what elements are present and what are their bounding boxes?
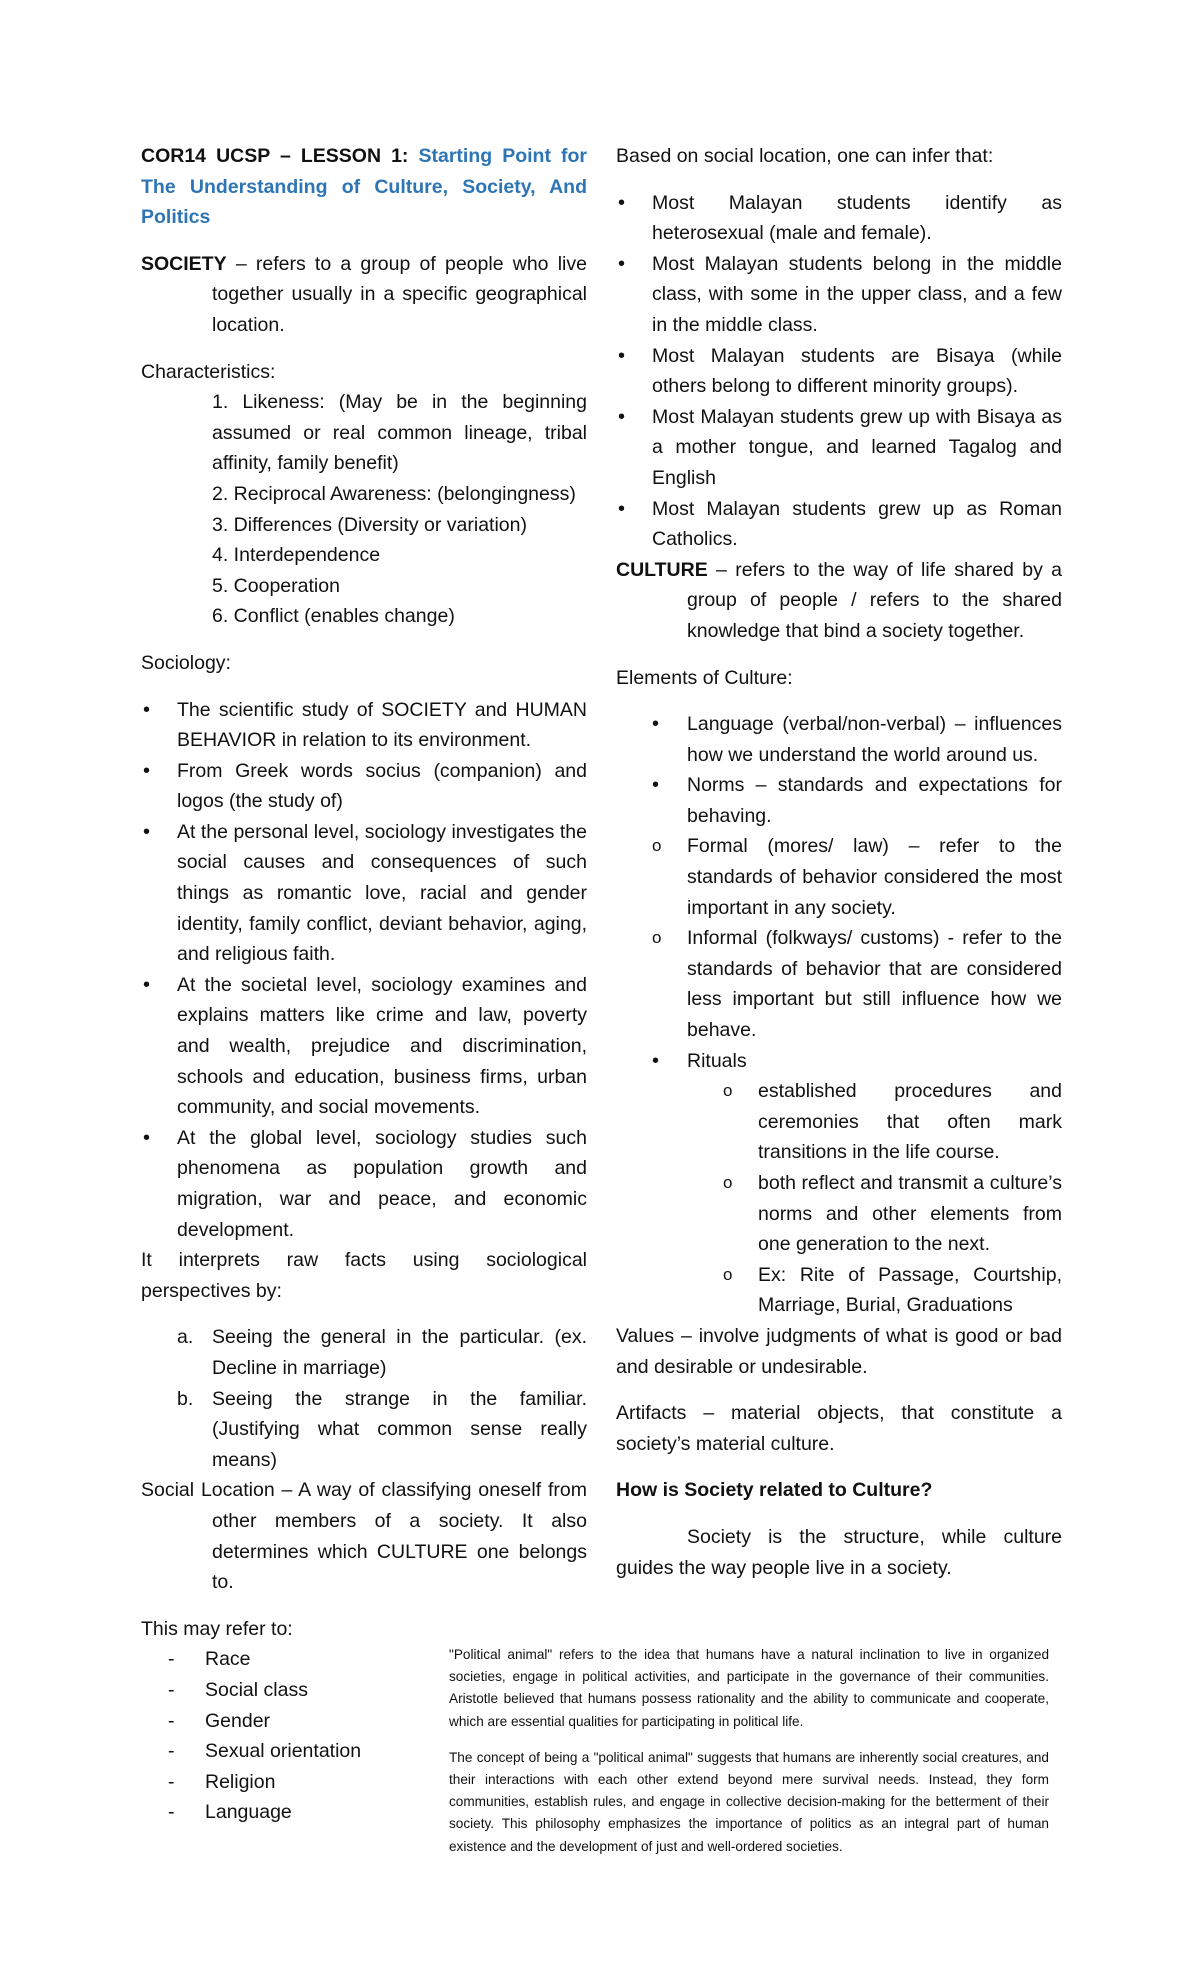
social-location-item: - Race (141, 1644, 587, 1675)
characteristics-heading: Characteristics: (141, 360, 276, 383)
rituals-sub-item: o both reflect and transmit a culture’s norms and other elements from one generation to the next. (616, 1168, 1062, 1260)
inference-list (616, 188, 1062, 555)
rituals-sub-wrapper (616, 1076, 1062, 1321)
artifacts-text: Artifacts – material objects, that constitute a society’s material culture. (616, 1402, 1062, 1455)
inference-item: • Most Malayan students grew up as Roman Catholics. (616, 494, 1062, 555)
relation-question: How is Society related to Culture? (616, 1479, 933, 1502)
characteristics-list (141, 387, 587, 632)
element-rituals: • Rituals (616, 1046, 1062, 1077)
characteristic-item: 6. Conflict (enables change) (212, 605, 455, 628)
relation-answer: Society is the structure, while culture guides the way people live in a society. (616, 1525, 1062, 1579)
note-paragraph: "Political animal" refers to the idea that humans have a natural inclination to live in organized societies, engage in political activities, and participate in the governance of their communities. Aristotle believed that humans possess rationality and the ability to communicate and cooperate, which are essential qualities for participating in political life. (449, 1647, 1049, 1729)
social-location-item: - Language (141, 1797, 587, 1828)
inference-item: • Most Malayan students are Bisaya (while others belong to different minority groups). (616, 341, 1062, 402)
characteristic-item: 2. Reciprocal Awareness: (belongingness) (212, 482, 576, 505)
perspective-text: Seeing the general in the particular. (ex. Decline in marriage) (212, 1326, 587, 1379)
society-definition (141, 249, 587, 341)
norms-sub-wrapper (616, 831, 1062, 1045)
lesson-title (141, 141, 587, 233)
characteristic-item: 5. Cooperation (212, 574, 340, 597)
culture-term: CULTURE (616, 558, 708, 581)
perspective-item (141, 1322, 587, 1383)
social-location-item: - Social class (141, 1675, 587, 1706)
inference-item: • Most Malayan students grew up with Bisaya as a mother tongue, and learned Tagalog and English (616, 402, 1062, 494)
characteristic-item: 4. Interdependence (212, 544, 381, 567)
social-location-item: - Religion (141, 1767, 587, 1798)
political-animal-note (449, 1644, 1049, 1872)
characteristic-item: 1. Likeness: (May be in the beginning assumed or real common lineage, tribal affinity, family benefit) (212, 391, 587, 475)
inference-item: • Most Malayan students identify as heterosexual (male and female). (616, 188, 1062, 249)
inference-item: • Most Malayan students belong in the middle class, with some in the upper class, and a few in the middle class. (616, 249, 1062, 341)
refer-heading: This may refer to: (141, 1617, 293, 1640)
elements-list (616, 709, 1062, 1321)
rituals-sub-item: o established procedures and ceremonies that often mark transitions in the life course. (616, 1076, 1062, 1168)
norms-text: Norms – standards and expectations for behaving. (687, 774, 1062, 827)
norms-sub-item: o Informal (folkways/ customs) - refer to the standards of behavior that are considered less important but still influence how we behave. (616, 923, 1062, 1045)
sociology-item: • The scientific study of SOCIETY and HUMAN BEHAVIOR in relation to its environment. (141, 695, 587, 756)
interprets-text: It interprets raw facts using sociological perspectives by: (141, 1249, 587, 1302)
characteristic-item: 3. Differences (Diversity or variation) (212, 513, 527, 536)
norms-sub-list (616, 831, 1062, 1045)
lesson-code: COR14 UCSP – LESSON 1: (141, 145, 419, 167)
perspective-label: b. (177, 1387, 194, 1410)
social-location-definition: Social Location – A way of classifying oneself from other members of a society. It also determines which CULTURE one belongs to. (141, 1479, 587, 1594)
left-column (141, 141, 587, 1828)
social-location-item: - Sexual orientation (141, 1736, 587, 1767)
culture-definition-text: – refers to the way of life shared by a group of people / refers to the shared knowledge that bind a society together. (687, 558, 1062, 642)
society-definition-text: – refers to a group of people who live together usually in a specific geographical location. (212, 252, 587, 336)
sociology-item: • At the societal level, sociology examines and explains matters like crime and law, poverty and wealth, prejudice and discrimination, schools and education, business firms, urban community, and social movements. (141, 970, 587, 1123)
sociology-heading: Sociology: (141, 651, 231, 674)
right-column (616, 141, 1062, 1583)
perspective-label: a. (177, 1326, 194, 1349)
sociology-item: • At the global level, sociology studies such phenomena as population growth and migration, war and peace, and economic development. (141, 1123, 587, 1245)
sociology-list (141, 695, 587, 1246)
sociology-item: • From Greek words socius (companion) and logos (the study of) (141, 756, 587, 817)
lesson-topic: Starting Point for The Understanding of Culture, Society, And Politics (141, 145, 587, 229)
inference-heading: Based on social location, one can infer that: (616, 145, 994, 167)
rituals-sub-item: o Ex: Rite of Passage, Courtship, Marriage, Burial, Graduations (616, 1260, 1062, 1321)
elements-heading: Elements of Culture: (616, 666, 793, 689)
social-location-item: - Gender (141, 1706, 587, 1737)
values-text: Values – involve judgments of what is good or bad and desirable or undesirable. (616, 1324, 1062, 1378)
element-norms (616, 770, 1062, 831)
perspective-text: Seeing the strange in the familiar. (Justifying what common sense really means) (212, 1387, 587, 1471)
element-language: • Language (verbal/non-verbal) – influences how we understand the world around us. (616, 709, 1062, 770)
perspectives-list (141, 1322, 587, 1475)
sociology-item: • At the personal level, sociology investigates the social causes and consequences of such things as romantic love, racial and gender identity, family conflict, deviant behavior, aging, and religious faith. (141, 817, 587, 970)
culture-definition (616, 555, 1062, 647)
note-paragraph: The concept of being a "political animal" suggests that humans are inherently social creatures, and their interactions with each other extend beyond mere survival needs. Instead, they form communities, establish rules, and engage in collective decision-making for the betterment of their society. This philosophy emphasizes the importance of politics as an integral part of human existence and the development of just and well-ordered societies. (449, 1749, 1049, 1854)
rituals-sub-list (616, 1076, 1062, 1321)
perspective-item (141, 1384, 587, 1476)
society-term: SOCIETY (141, 252, 227, 275)
norms-sub-item: o Formal (mores/ law) – refer to the standards of behavior considered the most important in any society. (616, 831, 1062, 923)
